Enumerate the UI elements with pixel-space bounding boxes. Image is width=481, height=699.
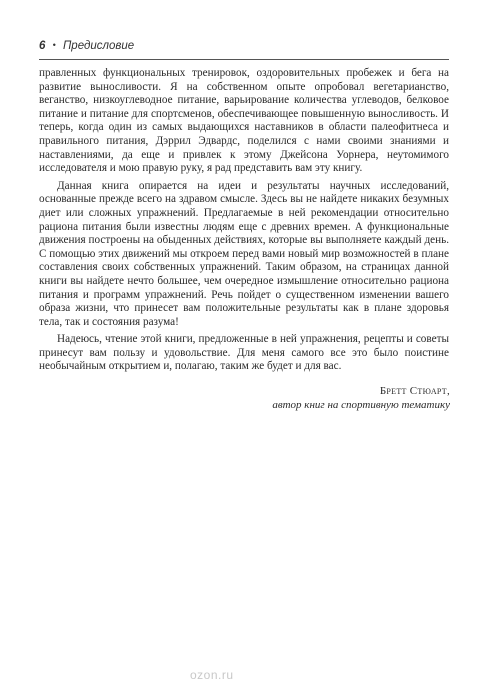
running-header <box>39 38 449 60</box>
section-title: Предисловие <box>62 40 135 52</box>
paragraph: Надеюсь, чтение этой книги, предложенные в ней упражнения, рецепты и советы принесут вам пользу и удовольствие. Для меня самого все это было поистине необычайным открытием и, полагаю, таким же будет и для вас. <box>39 333 449 373</box>
author-name: Бретт Стюарт, <box>379 385 450 397</box>
paragraph-continuation: правленных функциональных тренировок, оздоровительных пробежек и бега на развитие выносливости. Я на собственном опыте опробовал вегетарианство, веганство, низкоуглеводное питание, варьирование количества углеводов, белковое питание и питание для спортсменов, обеспечивающее повышенную выносливость. И теперь, когда один из самых выдающихся наставников в области палеофитнеса и правильного питания, Дэррил Эдвардс, поделился с нами своими знаниями и наставлениями, да еще и привлек к этому Джейсона Уорнера, неутомимого исследователя и мою правую руку, я рад представить вам эту книгу. <box>39 67 449 175</box>
header-bullet: • <box>52 40 56 50</box>
body-text <box>39 67 449 378</box>
paragraph: Данная книга опирается на идеи и результаты научных исследований, основанные прежде всего на здравом смысле. Здесь вы не найдете никаких безумных диет или сложных упражнений. Предлагаемые в ней рекомендации относительно рациона питания были известны людям еще с древних времен. А функциональные движения построены на обыденных действиях, которые вы выполняете каждый день. С помощью этих движений мы откроем перед вами новый мир возможностей в плане составления своих собственных упражнений. Таким образом, на страницах данной книги вы найдете нечто большее, чем очередное измышление относительно рациона питания и программ упражнений. Речь пойдет о существенном изменении вашего образа жизни, что принесет вам положительные результаты как в плане здоровья тела, так и состояния разума! <box>39 179 449 328</box>
author-role: автор книг на спортивную тематику <box>272 399 450 411</box>
page-number: 6 <box>39 40 46 52</box>
header-text <box>39 40 134 52</box>
signature-block <box>272 384 450 412</box>
watermark: ozon.ru <box>190 668 234 682</box>
